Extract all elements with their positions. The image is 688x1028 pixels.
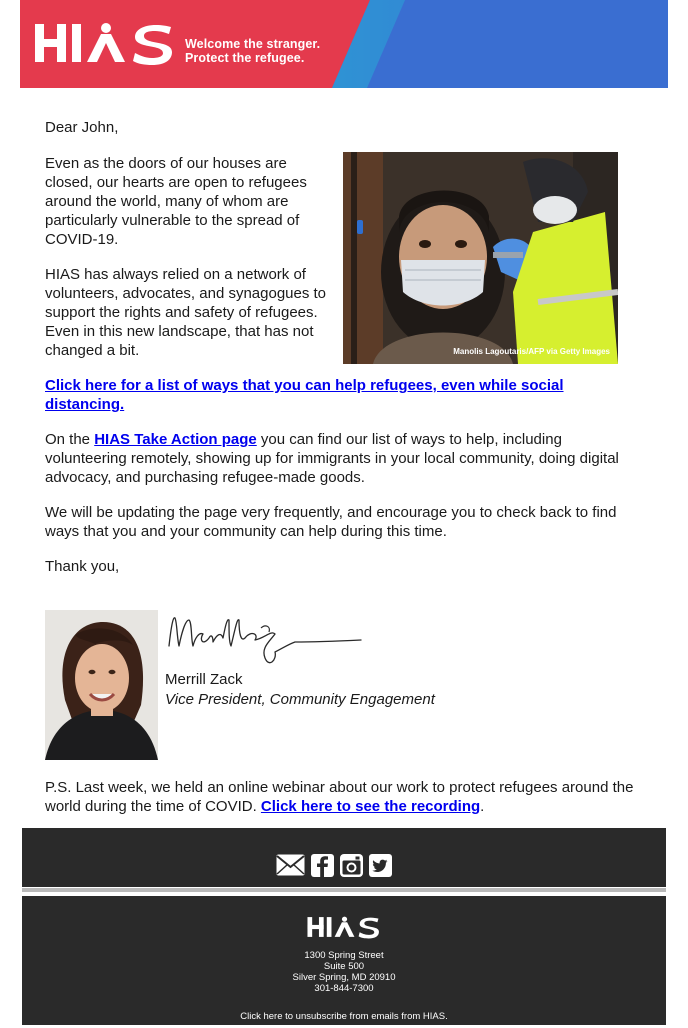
greeting: Dear John, <box>45 119 119 136</box>
instagram-icon[interactable] <box>340 852 363 878</box>
postscript <box>45 778 635 816</box>
paragraph-intro: Even as the doors of our houses are closed, our hearts are open to refugees around the world, many of whom are particularly vulnerable to the spread of COVID-19. <box>45 155 307 248</box>
paragraph-network: HIAS has always relied on a network of volunteers, advocates, and synagogues to support the rights and safety of refugees. Even in this new landscape, that has not changed a bit. <box>45 266 327 359</box>
take-action-text-before: On the <box>45 431 95 448</box>
paragraph-updates: We will be updating the page very frequently, and encourage you to check back to find ways that you and your community can help during this time. <box>45 504 617 540</box>
signer-name: Merrill Zack <box>165 671 243 688</box>
take-action-page-link[interactable]: HIAS Take Action page <box>94 431 257 448</box>
closing: Thank you, <box>45 558 120 575</box>
facebook-icon[interactable] <box>311 852 334 878</box>
postscript-end: . <box>480 798 485 815</box>
hias-logo <box>35 20 175 66</box>
postscript-text: P.S. Last week, we held an online webinar about our work to protect refugees around the world during the time of COVID. <box>45 779 634 815</box>
merrill-zack-portrait <box>45 610 158 760</box>
paragraph-take-action <box>45 430 635 487</box>
address-suite: Suite 500 <box>323 961 365 972</box>
header-banner[interactable] <box>20 0 668 88</box>
ways-to-help-link[interactable]: Click here for a list of ways that you can help refugees, even while social distancing. <box>45 377 564 413</box>
footer-hias-logo[interactable] <box>304 915 384 939</box>
email-icon[interactable] <box>276 852 305 878</box>
webinar-recording-link[interactable]: Click here to see the recording <box>260 798 481 815</box>
social-bar <box>22 828 666 887</box>
address-street: 1300 Spring Street <box>304 950 384 961</box>
unsubscribe-link[interactable]: Click here to unsubscribe from emails from HIAS. <box>240 1011 448 1022</box>
photo-illustration <box>343 152 618 364</box>
handwritten-signature <box>165 608 365 670</box>
signer-title: Vice President, Community Engagement <box>165 691 435 708</box>
photo-credit: Manolis Lagoutaris/AFP via Getty Images <box>453 347 610 356</box>
banner-tagline-line1: Welcome the stranger. <box>185 37 321 51</box>
address-city: Silver Spring, MD 20910 <box>292 972 396 983</box>
portrait-illustration <box>45 610 158 760</box>
banner-tagline-line2: Protect the refugee. <box>185 51 305 65</box>
refugee-child-photo <box>343 152 618 364</box>
twitter-icon[interactable] <box>369 852 392 878</box>
phone-number: 301-844-7300 <box>314 983 374 994</box>
footer <box>22 896 666 1025</box>
take-action-text-after: you can find our list of ways to help, including volunteering remotely, showing up for immigrants in your local community, doing digital advocacy, and purchasing refugee-made goods. <box>45 431 619 486</box>
footer-divider <box>22 888 666 892</box>
